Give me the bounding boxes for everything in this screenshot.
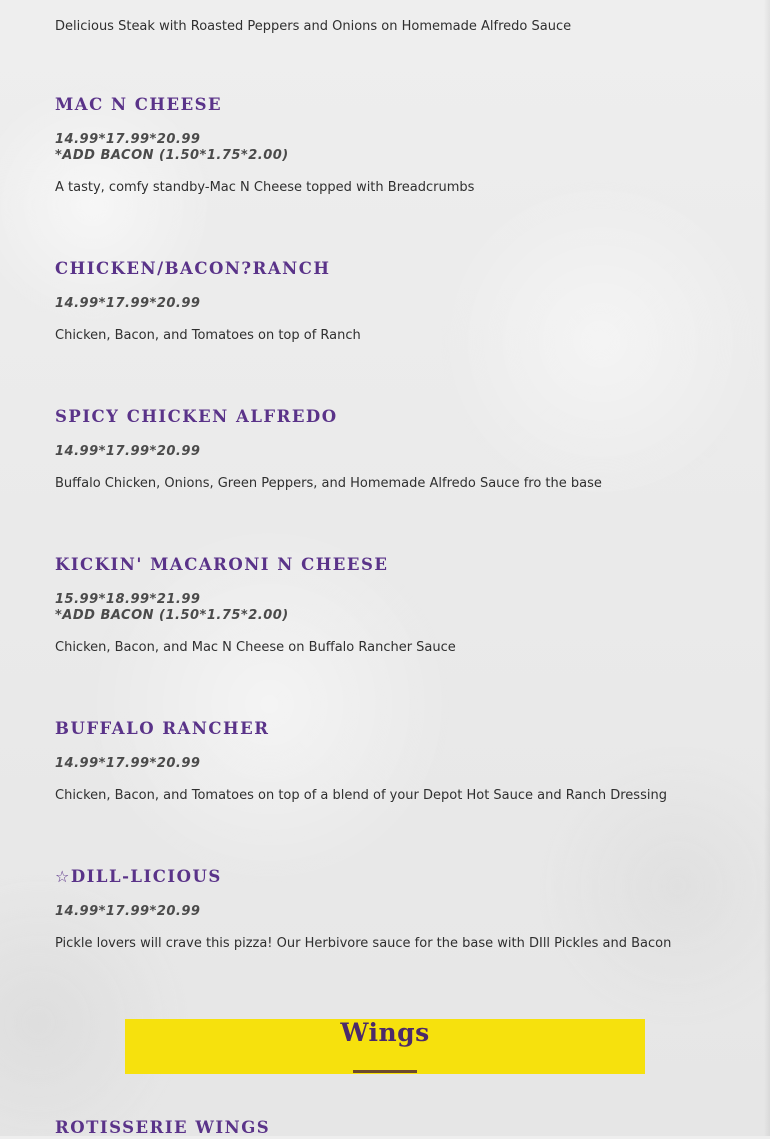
menu-item-dill-licious	[55, 866, 715, 952]
item-title: BUFFALO RANCHER	[55, 719, 270, 738]
menu-item-spicy-chicken-alfredo	[55, 406, 715, 492]
item-description: Delicious Steak with Roasted Peppers and Onions on Homemade Alfredo Sauce	[55, 19, 572, 34]
item-title: SPICY CHICKEN ALFREDO	[55, 407, 338, 426]
menu-item-chicken-bacon-ranch	[55, 258, 715, 344]
item-description: Pickle lovers will crave this pizza! Our Herbivore sauce for the base with DIll Pickles and Bacon	[55, 936, 672, 951]
item-price: 15.99*18.99*21.99	[55, 592, 201, 607]
section-title-underline	[353, 1070, 417, 1073]
page-edge-shadow	[764, 0, 770, 1136]
item-title: MAC N CHEESE	[55, 95, 223, 114]
item-description: A tasty, comfy standby-Mac N Cheese topped with Breadcrumbs	[55, 180, 475, 195]
item-title: ROTISSERIE WINGS	[55, 1118, 271, 1137]
item-price: 14.99*17.99*20.99	[55, 132, 201, 147]
item-price: 14.99*17.99*20.99	[55, 296, 201, 311]
item-title: CHICKEN/BACON?RANCH	[55, 259, 331, 278]
item-description: Chicken, Bacon, and Mac N Cheese on Buffalo Rancher Sauce	[55, 640, 456, 655]
item-title: KICKIN' MACARONI N CHEESE	[55, 555, 389, 574]
item-addon-price: *ADD BACON (1.50*1.75*2.00)	[55, 148, 289, 163]
section-header-wings	[125, 1019, 645, 1074]
section-title: Wings	[340, 1018, 430, 1047]
item-price: 14.99*17.99*20.99	[55, 904, 201, 919]
item-description: Buffalo Chicken, Onions, Green Peppers, and Homemade Alfredo Sauce fro the base	[55, 476, 602, 491]
item-title	[55, 866, 715, 888]
star-icon: ☆	[55, 867, 71, 886]
item-description: Chicken, Bacon, and Tomatoes on top of a blend of your Depot Hot Sauce and Ranch Dressing	[55, 788, 667, 803]
item-title-text: DILL-LICIOUS	[70, 867, 222, 886]
item-description: Chicken, Bacon, and Tomatoes on top of Ranch	[55, 328, 361, 343]
menu-item-kickin-macaroni-n-cheese	[55, 554, 715, 656]
item-price: 14.99*17.99*20.99	[55, 444, 201, 459]
menu-item-buffalo-rancher	[55, 718, 715, 804]
item-addon-price: *ADD BACON (1.50*1.75*2.00)	[55, 608, 289, 623]
item-price: 14.99*17.99*20.99	[55, 756, 201, 771]
menu-item-mac-n-cheese	[55, 94, 715, 196]
